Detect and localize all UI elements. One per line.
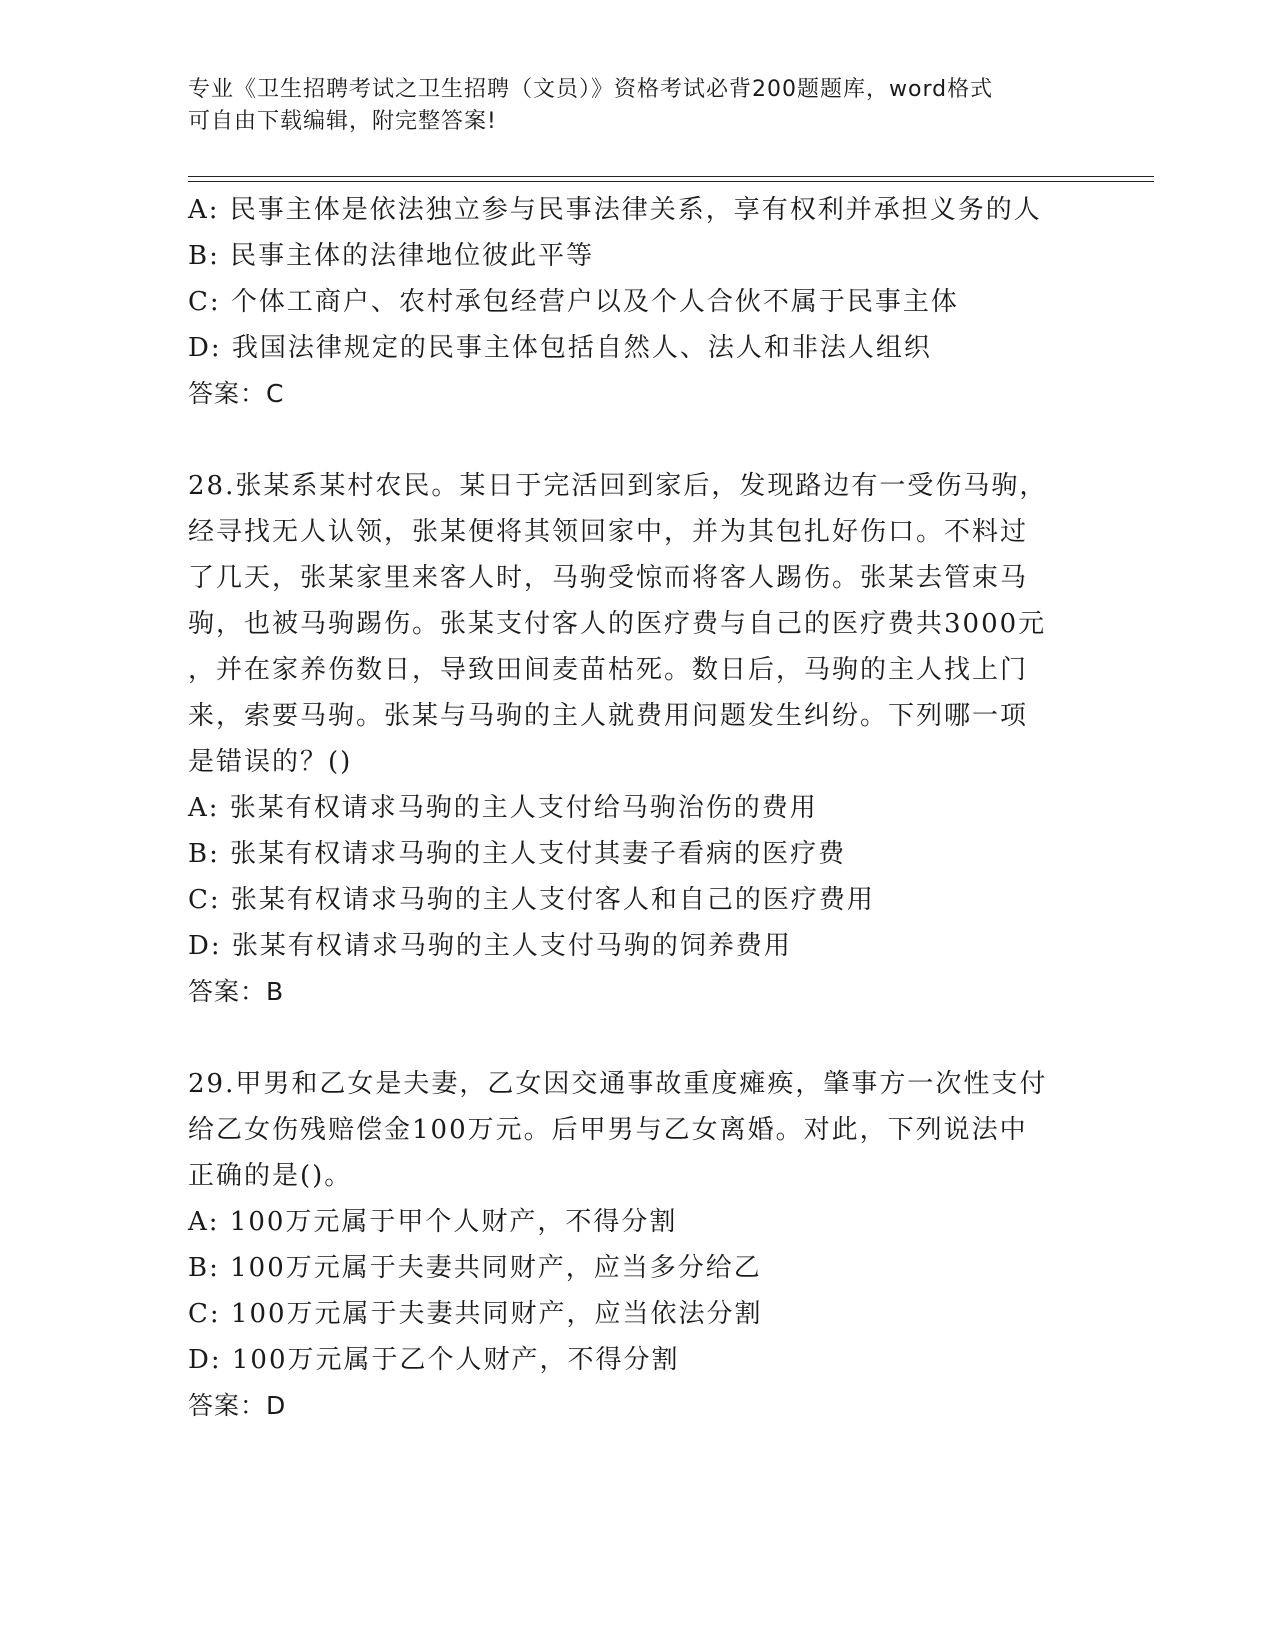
- question-stem-line: 28.张某系某村农民。某日于完活回到家后，发现路边有一受伤马驹，: [188, 471, 1048, 501]
- spacer: [188, 417, 1088, 463]
- answer-label: 答案：D: [188, 1391, 287, 1420]
- question-stem-line: 正确的是()。: [188, 1161, 353, 1191]
- document-body: [188, 187, 1088, 1429]
- spacer: [188, 1015, 1088, 1061]
- question-stem-line: 29.甲男和乙女是夫妻，乙女因交通事故重度瘫痪，肇事方一次性支付: [188, 1069, 1048, 1099]
- document-header: [188, 74, 1088, 138]
- question-stem-line: 是错误的？(): [188, 747, 353, 777]
- option-c: C: 个体工商户、农村承包经营户以及个人合伙不属于民事主体: [188, 287, 959, 317]
- option-a: A: 张某有权请求马驹的主人支付给马驹治伤的费用: [188, 793, 818, 823]
- header-title-line-1: 专业《卫生招聘考试之卫生招聘（文员）》资格考试必背200题题库，word格式: [188, 77, 994, 102]
- header-rule-bottom: [188, 181, 1154, 182]
- option-d: D: 100万元属于乙个人财产，不得分割: [188, 1345, 680, 1375]
- option-a: A: 民事主体是依法独立参与民事法律关系，享有权利并承担义务的人: [188, 195, 1042, 225]
- question-27: [188, 187, 1088, 417]
- option-d: D: 我国法律规定的民事主体包括自然人、法人和非法人组织: [188, 333, 932, 363]
- question-29: [188, 1061, 1088, 1429]
- header-rule-top: [188, 176, 1154, 177]
- option-b: B: 100万元属于夫妻共同财产，应当多分给乙: [188, 1253, 762, 1283]
- question-28: [188, 463, 1088, 1015]
- question-stem-line: 了几天，张某家里来客人时，马驹受惊而将客人踢伤。张某去管束马: [188, 563, 1029, 593]
- answer-label: 答案：C: [188, 379, 285, 408]
- option-c: C: 100万元属于夫妻共同财产，应当依法分割: [188, 1299, 763, 1329]
- question-stem-line: 来，索要马驹。张某与马驹的主人就费用问题发生纠纷。下列哪一项: [188, 701, 1029, 731]
- option-b: B: 民事主体的法律地位彼此平等: [188, 241, 595, 271]
- question-stem-line: 驹，也被马驹踢伤。张某支付客人的医疗费与自己的医疗费共3000元: [188, 609, 1047, 639]
- option-a: A: 100万元属于甲个人财产，不得分割: [188, 1207, 678, 1237]
- option-c: C: 张某有权请求马驹的主人支付客人和自己的医疗费用: [188, 885, 875, 915]
- option-d: D: 张某有权请求马驹的主人支付马驹的饲养费用: [188, 931, 792, 961]
- option-b: B: 张某有权请求马驹的主人支付其妻子看病的医疗费: [188, 839, 847, 869]
- question-stem-line: 经寻找无人认领，张某便将其领回家中，并为其包扎好伤口。不料过: [188, 517, 1029, 547]
- question-stem-line: 给乙女伤残赔偿金100万元。后甲男与乙女离婚。对此，下列说法中: [188, 1115, 1028, 1145]
- question-stem-line: ，并在家养伤数日，导致田间麦苗枯死。数日后，马驹的主人找上门: [188, 655, 1029, 685]
- answer-label: 答案：B: [188, 977, 285, 1006]
- header-title-line-2: 可自由下载编辑，附完整答案!: [188, 109, 497, 134]
